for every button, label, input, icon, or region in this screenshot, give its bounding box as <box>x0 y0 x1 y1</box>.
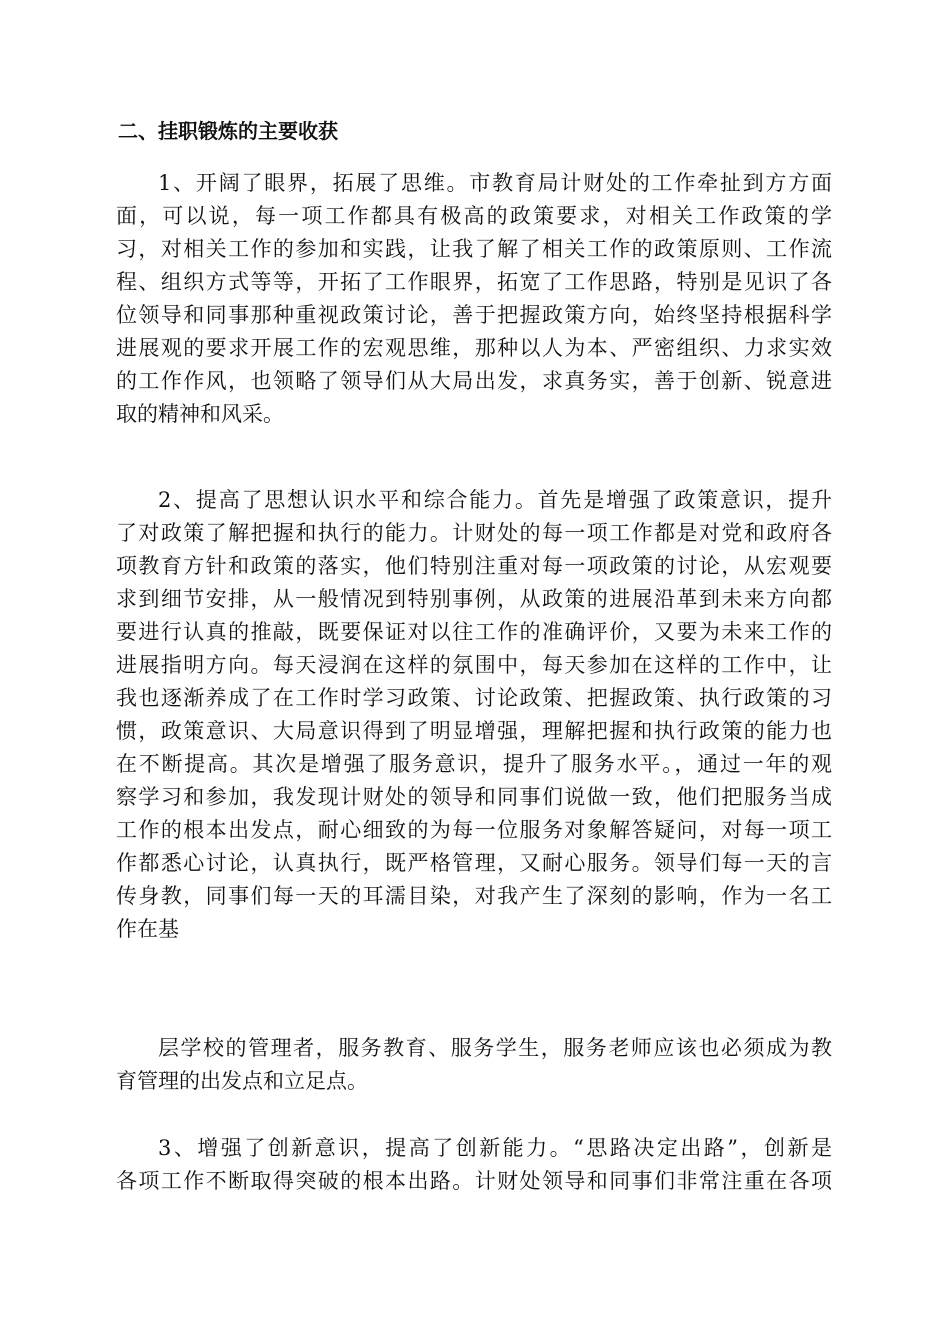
paragraph-line: 要进行认真的推敲，既要保证对以往工作的准确评价，又要为未来工作的 <box>116 620 832 644</box>
section-heading: 二、挂职锻炼的主要收获 <box>118 119 338 143</box>
paragraph-line: 各项工作不断取得突破的根本出路。计财处领导和同事们非常注重在各项 <box>116 1169 832 1193</box>
paragraph-line: 项教育方针和政策的落实，他们特别注重对每一项政策的讨论，从宏观要 <box>116 554 832 578</box>
paragraph-4 <box>116 1132 832 1198</box>
paragraph-line: 作在基 <box>116 917 179 941</box>
paragraph-line: 作都悉心讨论，认真执行，既严格管理，又耐心服务。领导们每一天的言 <box>116 851 832 875</box>
paragraph-line: 习，对相关工作的参加和实践，让我了解了相关工作的政策原则、工作流 <box>116 237 832 261</box>
paragraph-line: 1、开阔了眼界，拓展了思维。市教育局计财处的工作牵扯到方方面 <box>158 171 832 195</box>
paragraph-3 <box>116 1032 832 1098</box>
paragraph-line: 的工作作风，也领略了领导们从大局出发，求真务实，善于创新、锐意进 <box>116 369 832 393</box>
paragraph-line: 取的精神和风采。 <box>116 402 284 426</box>
paragraph-line: 惯，政策意识、大局意识得到了明显增强，理解把握和执行政策的能力也 <box>116 719 832 743</box>
paragraph-line: 进展观的要求开展工作的宏观思维，那种以人为本、严密组织、力求实效 <box>116 336 832 360</box>
paragraph-line: 3、增强了创新意识，提高了创新能力。“思路决定出路”，创新是 <box>158 1136 832 1160</box>
paragraph-line: 育管理的出发点和立足点。 <box>116 1069 368 1093</box>
paragraph-line: 传身教，同事们每一天的耳濡目染，对我产生了深刻的影响，作为一名工 <box>116 884 832 908</box>
paragraph-2 <box>116 484 832 946</box>
paragraph-line: 察学习和参加，我发现计财处的领导和同事们说做一致，他们把服务当成 <box>116 785 832 809</box>
paragraph-line: 位领导和同事那种重视政策讨论，善于把握政策方向，始终坚持根据科学 <box>116 303 832 327</box>
paragraph-line: 我也逐渐养成了在工作时学习政策、讨论政策、把握政策、执行政策的习 <box>116 686 832 710</box>
paragraph-1 <box>116 167 832 431</box>
paragraph-line: 求到细节安排，从一般情况到特别事例，从政策的进展沿革到未来方向都 <box>116 587 832 611</box>
paragraph-line: 面，可以说，每一项工作都具有极高的政策要求，对相关工作政策的学 <box>116 204 832 228</box>
paragraph-line: 程、组织方式等等，开拓了工作眼界，拓宽了工作思路，特别是见识了各 <box>116 270 832 294</box>
paragraph-line: 2、提高了思想认识水平和综合能力。首先是增强了政策意识，提升 <box>158 488 832 512</box>
paragraph-line: 工作的根本出发点，耐心细致的为每一位服务对象解答疑问，对每一项工 <box>116 818 832 842</box>
paragraph-line: 层学校的管理者，服务教育、服务学生，服务老师应该也必须成为教 <box>158 1036 832 1060</box>
paragraph-line: 了对政策了解把握和执行的能力。计财处的每一项工作都是对党和政府各 <box>116 521 832 545</box>
paragraph-line: 进展指明方向。每天浸润在这样的氛围中，每天参加在这样的工作中，让 <box>116 653 832 677</box>
paragraph-line: 在不断提高。其次是增强了服务意识，提升了服务水平。，通过一年的观 <box>116 752 832 776</box>
